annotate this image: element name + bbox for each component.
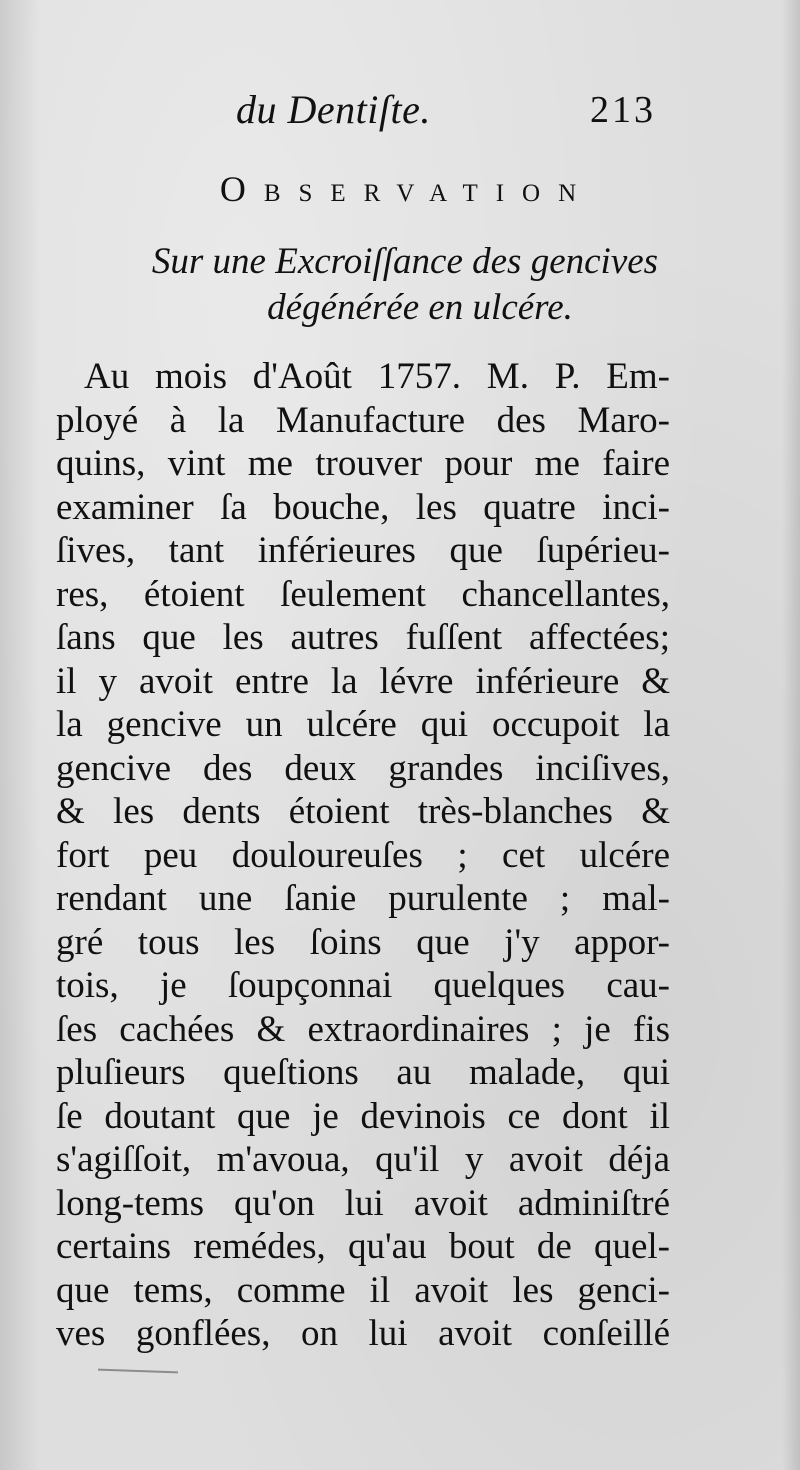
body-line: fort peu douloureuſes ; cet ulcére xyxy=(56,834,670,876)
body-line: gencive des deux grandes inciſives, xyxy=(56,747,670,789)
body-line: que tems, comme il avoit les genci- xyxy=(56,1269,670,1311)
body-line: ves gonflées, on lui avoit conſeillé xyxy=(56,1313,670,1354)
body-line: il y avoit entre la lévre inférieure & xyxy=(56,660,670,702)
body-line: res, étoient ſeulement chancellantes, xyxy=(56,573,670,615)
body-line: examiner ſa bouche, les quatre inci- xyxy=(56,486,670,528)
body-line: tois, je ſoupçonnai quelques cau- xyxy=(56,965,670,1006)
body-line: ſes cachées & extraordinaires ; je fis xyxy=(56,1008,670,1050)
body-line: ſans que les autres fuſſent affectées; xyxy=(56,617,670,658)
body-line: s'agiſſoit, m'avoua, qu'il y avoit déja xyxy=(56,1139,670,1180)
body-line: ſe doutant que je devinois ce dont il xyxy=(56,1095,670,1137)
subtitle-line-2: dégénérée en ulcére. xyxy=(267,287,573,328)
body-line: gré tous les ſoins que j'y appor- xyxy=(56,921,670,963)
body-line: pluſieurs queſtions au malade, qui xyxy=(56,1052,670,1093)
page-number: 213 xyxy=(590,89,656,131)
body-line: quins, vint me trouver pour me faire xyxy=(56,443,670,484)
running-head xyxy=(0,86,800,138)
body-text xyxy=(56,355,670,1356)
body-line: rendant une ſanie purulente ; mal- xyxy=(56,878,670,919)
body-line: Au mois d'Août 1757. M. P. Em- xyxy=(84,356,670,397)
body-line: long-tems qu'on lui avoit adminiſtré xyxy=(56,1182,670,1224)
section-heading: Observation xyxy=(219,169,595,209)
body-line: & les dents étoient très-blanches & xyxy=(56,791,670,832)
running-title: du Dentiſte. xyxy=(236,87,431,132)
body-line: ployé à la Manufacture des Maro- xyxy=(56,399,670,441)
body-line: certains remédes, qu'au bout de quel- xyxy=(56,1226,670,1267)
body-line: ſives, tant inférieures que ſupérieu- xyxy=(56,530,670,571)
subtitle-line-1: Sur une Excroiſſance des gencives xyxy=(151,241,659,282)
page-foot-mark xyxy=(98,1369,178,1374)
body-line: la gencive un ulcére qui occupoit la xyxy=(56,704,670,745)
